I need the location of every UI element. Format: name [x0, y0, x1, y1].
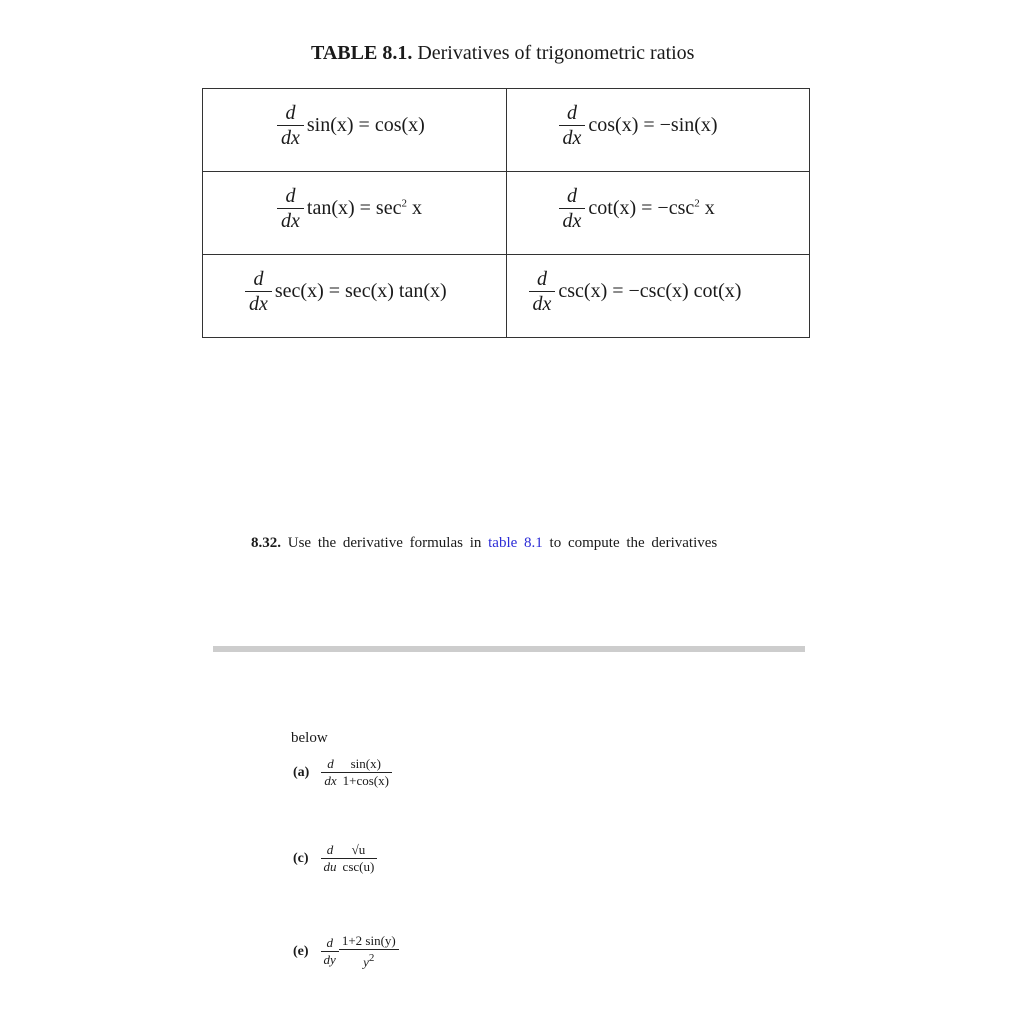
derivative-operator: $\frac{d}{dx}$ [559, 184, 586, 233]
part-label: (e) [293, 943, 309, 959]
formula: $\cot(x) = -\csc^2$ x [588, 197, 715, 219]
exercise-part-c [293, 842, 377, 875]
table-row [203, 255, 810, 338]
below-label: below [291, 730, 328, 746]
problem-text: Use the derivative formulas in [287, 535, 482, 551]
derivative-operator: $\frac{d}{dx}$ [245, 267, 272, 316]
derivative-operator: d dx [321, 756, 339, 789]
table-cell [506, 255, 810, 338]
divider [213, 646, 805, 652]
derivative-operator: d dy [321, 935, 339, 968]
table-cell [203, 172, 507, 255]
formula: sin(x) = cos(x) [306, 114, 425, 136]
formula: sec(x) = sec(x) tan(x) [274, 280, 447, 302]
problem-number: 8.32. [251, 535, 281, 551]
table-caption: Derivatives of trigonometric ratios [417, 42, 695, 64]
table-row [203, 172, 810, 255]
exercise-part-e [293, 933, 399, 970]
table-cell [203, 255, 507, 338]
derivative-operator: $\frac{d}{dx}$ [277, 184, 304, 233]
formula: cos(x) = −sin(x) [588, 114, 718, 136]
derivative-operator: $\frac{d}{dx}$ [529, 267, 556, 316]
table-cell [506, 89, 810, 172]
exercise-part-a [293, 756, 392, 789]
table-reference-link[interactable]: table 8.1 [488, 535, 543, 551]
formula: csc(x) = −csc(x) cot(x) [558, 280, 742, 302]
derivative-operator: $\frac{d}{dx}$ [559, 101, 586, 150]
table-title [311, 42, 694, 65]
derivatives-table [202, 88, 810, 338]
function-fraction: 1+2 sin(y) $y^2$ [339, 933, 399, 970]
function-fraction: sin(x) 1+cos(x) [340, 756, 392, 789]
problem-text-end: to compute the derivatives [549, 535, 718, 551]
table-label: TABLE 8.1. [311, 42, 413, 64]
derivative-operator: $\frac{d}{dx}$ [277, 101, 304, 150]
table-row [203, 89, 810, 172]
function-fraction: √u csc(u) [340, 842, 378, 875]
problem-statement [251, 535, 717, 552]
derivative-operator: d du [321, 842, 340, 875]
part-label: (a) [293, 764, 310, 780]
table-cell [506, 172, 810, 255]
table-cell [203, 89, 507, 172]
formula: $\tan(x) = \sec^2 x$ [306, 197, 422, 219]
part-label: (c) [293, 850, 309, 866]
